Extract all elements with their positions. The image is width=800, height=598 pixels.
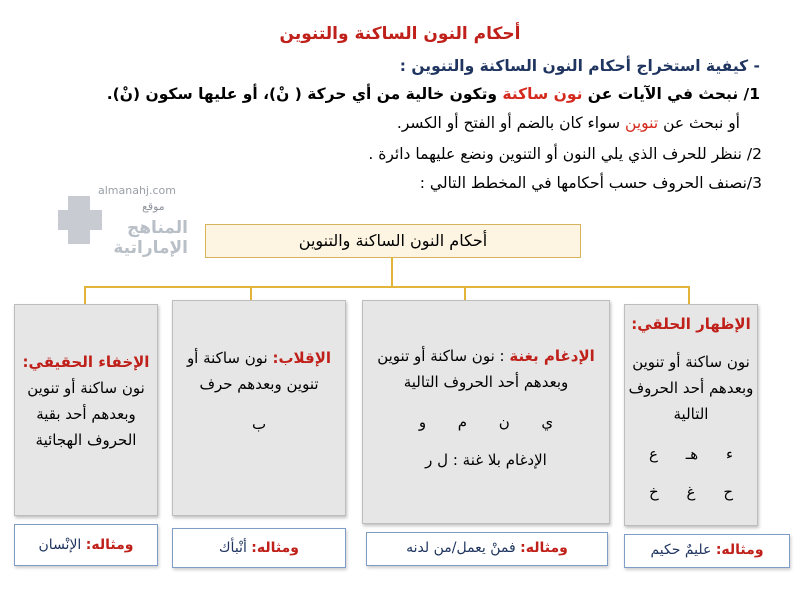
connector-ikhfa xyxy=(84,286,86,304)
step-1 xyxy=(107,85,760,103)
watermark-line-2: المناهج الإماراتية xyxy=(113,218,188,258)
connector-root-stem xyxy=(391,257,393,287)
idgham-heading-rest: : نون ساكنة أو تنوين xyxy=(377,347,510,365)
izhar-letters-row-2 xyxy=(625,479,757,505)
example-iqlab-label: ومثاله: xyxy=(251,540,299,556)
card-iqlab xyxy=(172,300,346,516)
izhar-letter: غ xyxy=(686,483,696,501)
iqlab-letter: ب xyxy=(251,415,267,433)
idgham-letter: ن xyxy=(498,413,510,431)
card-ikhfa xyxy=(14,304,158,516)
idgham-letter: و xyxy=(418,413,427,431)
izhar-letter: ء xyxy=(726,445,734,463)
idgham-letter: ي xyxy=(541,413,554,431)
step-3: 3/نصنف الحروف حسب أحكامها في المخطط التالي : xyxy=(419,174,762,192)
step-1-part-a: 1/ نبحث في الآيات عن xyxy=(582,85,760,103)
how-to-heading xyxy=(400,57,760,75)
step-1-or xyxy=(397,114,740,132)
idgham-letter: م xyxy=(457,413,468,431)
idgham-no-ghunna: الإدغام بلا غنة : ل ر xyxy=(425,451,547,469)
example-iqlab-text: أنْبأك xyxy=(219,540,252,556)
example-izhar-label: ومثاله: xyxy=(715,542,764,558)
step-1-part-c: وتكون خالية من أي حركة ( نْ)، أو عليها سكون (نْ). xyxy=(106,85,503,103)
izhar-letter: خ xyxy=(648,483,659,501)
izhar-line-3: التالية xyxy=(673,405,709,423)
connector-idgham xyxy=(464,286,466,300)
example-izhar-text: عليمٌ حكيم xyxy=(650,542,716,558)
izhar-letters-row-1 xyxy=(625,441,757,467)
iqlab-heading-rest: نون ساكنة أو xyxy=(186,349,273,367)
step-2: 2/ ننظر للحرف الذي يلي النون أو التنوين ونضع عليهما دائرة . xyxy=(368,145,762,163)
izhar-letter: ح xyxy=(723,483,734,501)
ikhfa-line-1: نون ساكنة أو تنوين xyxy=(27,379,145,397)
step-1-highlight: نون ساكنة xyxy=(502,85,583,103)
ikhfa-line-2: وبعدهم أحد بقية xyxy=(36,405,136,423)
step-1-or-part-a: أو نبحث عن xyxy=(658,114,740,132)
watermark-line-1: موقع xyxy=(142,200,165,213)
ikhfa-heading: الإخفاء الحقيقي: xyxy=(22,353,150,371)
izhar-letter: هـ xyxy=(685,445,699,463)
card-idgham xyxy=(362,300,610,524)
watermark xyxy=(58,184,188,258)
ikhfa-line-3: الحروف الهجائية xyxy=(35,431,137,449)
example-iqlab xyxy=(172,528,346,568)
step-1-or-highlight: تنوين xyxy=(625,114,659,132)
how-to-text: - كيفية استخراج أحكام النون الساكنة والتنوين : xyxy=(399,57,760,75)
connector-iqlab xyxy=(250,286,252,300)
example-ikhfa xyxy=(14,524,158,566)
example-ikhfa-text: الإنْسان xyxy=(38,537,86,553)
idgham-heading: الإدغام بغنة xyxy=(509,347,595,365)
card-izhar xyxy=(624,304,758,526)
iqlab-line-2: تنوين وبعدهم حرف xyxy=(199,375,319,393)
example-idgham-label: ومثاله: xyxy=(520,540,568,556)
idgham-line-2: وبعدهم أحد الحروف التالية xyxy=(403,373,569,391)
example-izhar xyxy=(624,534,790,568)
idgham-letters xyxy=(363,409,609,435)
step-1-or-part-c: سواء كان بالضم أو الفتح أو الكسر. xyxy=(396,114,626,132)
izhar-letter: ع xyxy=(648,445,658,463)
example-idgham xyxy=(366,532,608,566)
example-ikhfa-label: ومثاله: xyxy=(85,537,134,553)
connector-horizontal xyxy=(84,286,690,288)
izhar-line-2: وبعدهم أحد الحروف xyxy=(628,379,754,397)
diagram-root-box: أحكام النون الساكنة والتنوين xyxy=(205,224,581,258)
page-title: أحكام النون الساكنة والتنوين xyxy=(279,24,521,44)
idgham-heading-line xyxy=(363,343,609,369)
watermark-url: almanahj.com xyxy=(98,184,176,197)
izhar-line-1: نون ساكنة أو تنوين xyxy=(632,353,750,371)
iqlab-heading: الإقلاب: xyxy=(272,349,332,367)
izhar-heading: الإظهار الحلقي: xyxy=(631,315,751,333)
iqlab-heading-line xyxy=(173,345,345,371)
connector-izhar xyxy=(688,286,690,304)
example-idgham-text: فمنْ يعمل/من لدنه xyxy=(406,540,521,556)
